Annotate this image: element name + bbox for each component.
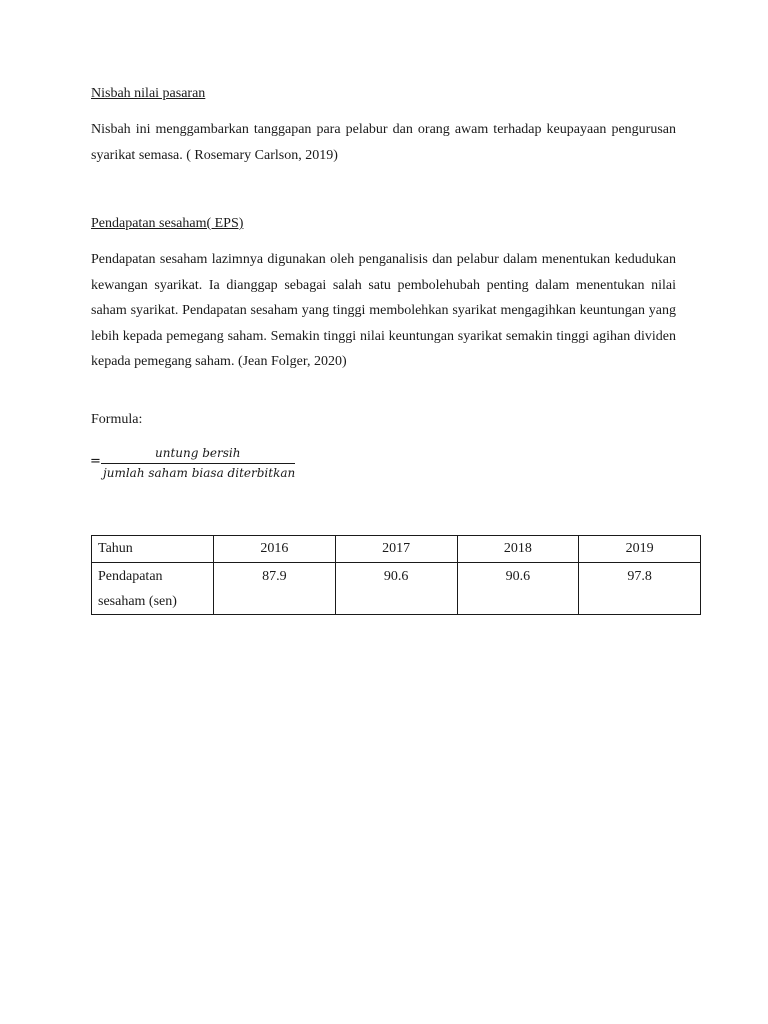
table-value-cell: 90.6 — [335, 563, 457, 615]
formula-fraction-bar — [101, 463, 295, 464]
formula-label: Formula: — [91, 412, 143, 427]
heading-pendapatan-sesaham: Pendapatan sesaham( EPS) — [91, 216, 244, 231]
table-row-label: Pendapatan sesaham (sen) — [92, 563, 214, 615]
table-year-cell: 2017 — [335, 536, 457, 563]
heading-nisbah-nilai-pasaran: Nisbah nilai pasaran — [91, 86, 206, 101]
table-value-cell: 90.6 — [457, 563, 579, 615]
table-value-cell: 87.9 — [214, 563, 336, 615]
table-year-cell: 2018 — [457, 536, 579, 563]
formula-numerator: untung bersih — [155, 446, 241, 460]
table-year-cell: 2019 — [579, 536, 701, 563]
eps-table — [91, 535, 701, 615]
paragraph-eps: Pendapatan sesaham lazimnya digunakan oleh penganalisis dan pelabur dalam menentukan kedudukan kewangan syarikat. Ia dianggap sebagai salah satu pembolehubah penting dalam menentukan nilai saham syarikat. Pendapatan sesaham yang tinggi membolehkan syarikat mengagihkan keuntungan yang lebih kepada pemegang saham. Semakin tinggi nilai keuntungan syarikat semakin tinggi agihan dividen kepada pemegang saham. (Jean Folger, 2020) — [91, 252, 676, 369]
eps-formula — [91, 444, 391, 484]
table-value-cell: 97.8 — [579, 563, 701, 615]
table-header-label: Tahun — [92, 536, 214, 563]
table-header-row — [92, 536, 701, 563]
formula-equals-sign: = — [90, 454, 101, 469]
table-year-cell: 2016 — [214, 536, 336, 563]
table-row — [92, 563, 701, 615]
formula-denominator: jumlah saham biasa diterbitkan — [103, 466, 296, 480]
paragraph-nisbah: Nisbah ini menggambarkan tanggapan para pelabur dan orang awam terhadap keupayaan pengurusan syarikat semasa. ( Rosemary Carlson, 2019) — [91, 122, 676, 163]
